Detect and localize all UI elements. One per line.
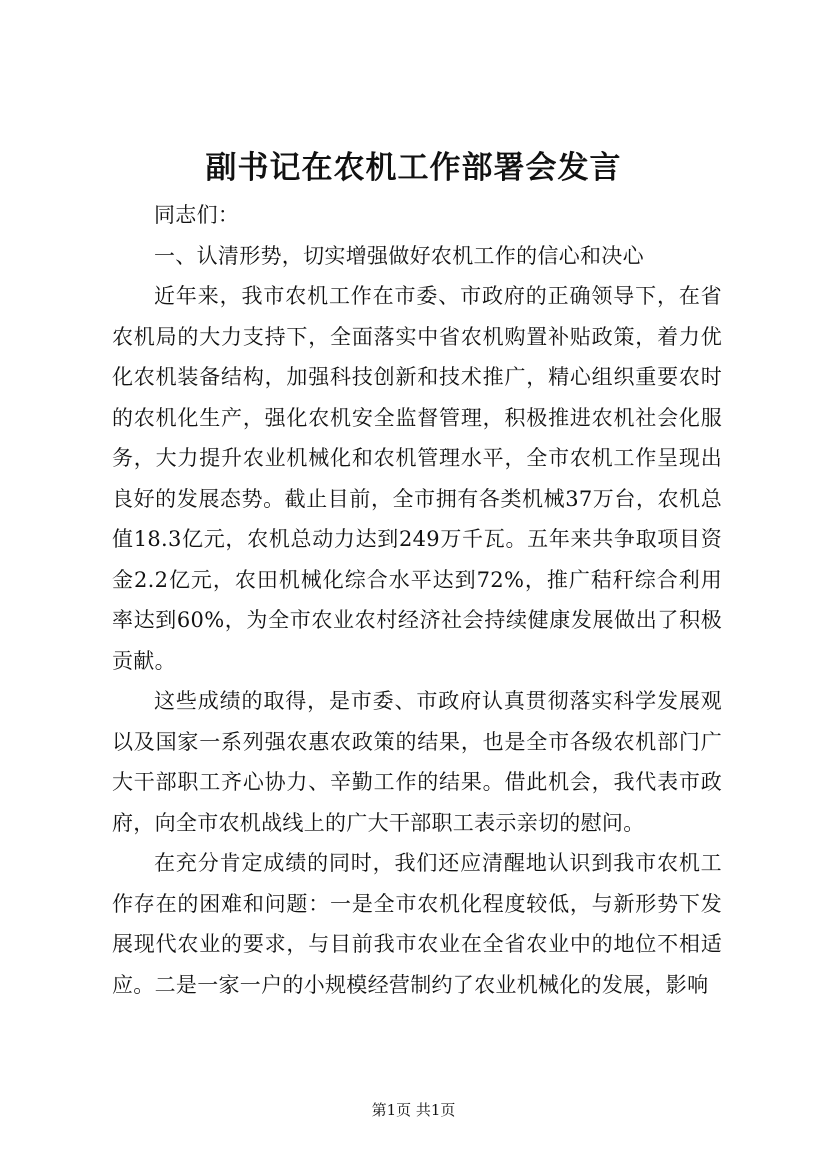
document-title: 副书记在农机工作部署会发言 [205, 150, 622, 186]
section-heading: 一、认清形势，切实增强做好农机工作的信心和决心 [154, 243, 644, 268]
body-paragraph: 在充分肯定成绩的同时，我们还应清醒地认识到我市农机工作存在的困难和问题：一是全市农机化程度较低，与新形势下发展现代农业的要求，与目前我市农业在全省农业中的地位不相适应。二是一家一户的小规模经营制约了农业机械化的发展，影响 [112, 851, 722, 997]
body-paragraph: 这些成绩的取得，是市委、市政府认真贯彻落实科学发展观以及国家一系列强农惠农政策的结果，也是全市各级农机部门广大干部职工齐心协力、辛勤工作的结果。借此机会，我代表市政府，向全市农机战线上的广大干部职工表示亲切的慰问。 [112, 689, 722, 835]
salutation-paragraph: 同志们： [154, 203, 240, 227]
page-footer: 第1页 共1页 [371, 1101, 456, 1119]
document-body [112, 195, 722, 1005]
body-paragraph: 近年来，我市农机工作在市委、市政府的正确领导下，在省农机局的大力支持下，全面落实中省农机购置补贴政策，着力优化农机装备结构，加强科技创新和技术推广，精心组织重要农时的农机化生产，强化农机安全监督管理，积极推进农机社会化服务，大力提升农业机械化和农机管理水平，全市农机工作呈现出良好的发展态势。截止目前，全市拥有各类机械37万台，农机总值18.3亿元，农机总动力达到249万千瓦。五年来共争取项目资金2.2亿元，农田机械化综合水平达到72%，推广秸秆综合利用率达到60%，为全市农业农村经济社会持续健康发展做出了积极贡献。 [112, 284, 722, 673]
